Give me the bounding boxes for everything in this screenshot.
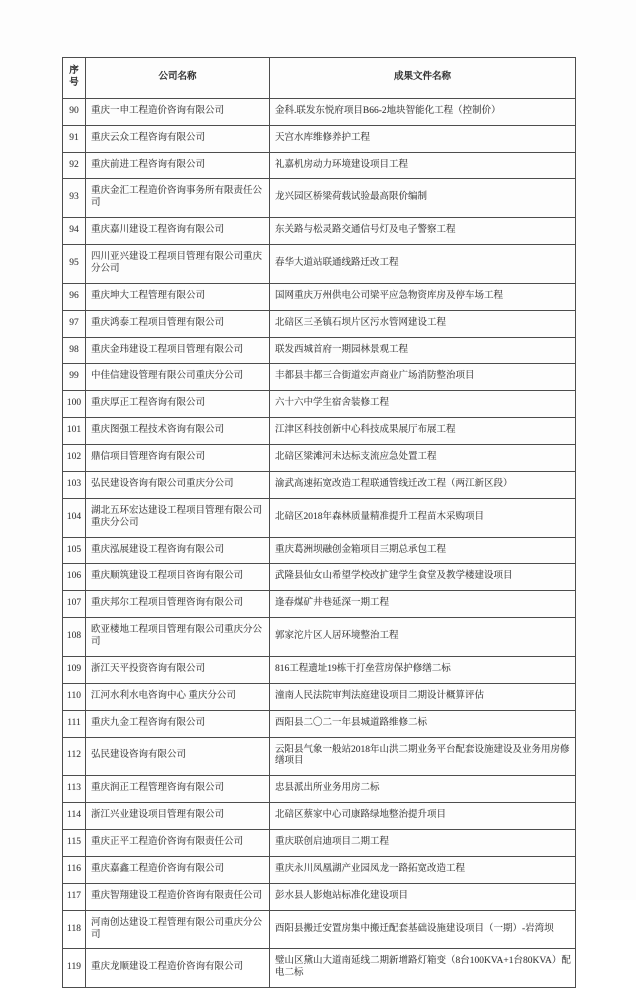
row-number-cell: 92 — [63, 152, 86, 179]
result-file-cell: 彭水县人影炮站标准化建设项目 — [270, 883, 576, 910]
company-name-cell: 重庆嘉川建设工程咨询有限公司 — [86, 218, 270, 245]
result-file-cell: 春华大道站联通线路迁改工程 — [270, 245, 576, 284]
result-file-cell: 重庆葛洲坝融创金箱项目三期总承包工程 — [270, 537, 576, 564]
table-row — [63, 883, 576, 910]
result-file-cell: 丰都县丰都三合街道宏声商业广场消防整治项目 — [270, 364, 576, 391]
result-file-cell: 云阳县气象一般站2018年山洪二期业务平台配套设施建设及业务用房修缮项目 — [270, 737, 576, 776]
company-name-cell: 弘民建设咨询有限公司 — [86, 737, 270, 776]
table-row — [63, 245, 576, 284]
company-name-cell: 欧亚楼地工程项目管理有限公司重庆分公司 — [86, 618, 270, 657]
result-file-cell: 重庆永川凤凰湖产业园凤龙一路拓宽改造工程 — [270, 856, 576, 883]
result-file-cell: 忠县派出所业务用房二标 — [270, 776, 576, 803]
table-row — [63, 98, 576, 125]
row-number-cell: 112 — [63, 737, 86, 776]
result-file-cell: 816工程遗址19栋干打垒营房保护修缮二标 — [270, 656, 576, 683]
table-row — [63, 537, 576, 564]
result-file-cell: 酉阳县搬迁安置房集中搬迁配套基础设施建设项目（一期）-岩湾坝 — [270, 910, 576, 949]
company-name-cell: 重庆九金工程咨询有限公司 — [86, 710, 270, 737]
row-number-cell: 91 — [63, 125, 86, 152]
header-company-name: 公司名称 — [86, 58, 270, 99]
result-file-cell: 重庆联创启迪项目二期工程 — [270, 830, 576, 857]
row-number-cell: 118 — [63, 910, 86, 949]
row-number-cell: 94 — [63, 218, 86, 245]
result-file-cell: 璧山区黛山大道南延线二期新增路灯箱变（8台100KVA+1台80KVA）配电二标 — [270, 949, 576, 988]
table-header-row — [63, 58, 576, 99]
row-number-cell: 110 — [63, 683, 86, 710]
company-name-cell: 江河水利水电咨询中心 重庆分公司 — [86, 683, 270, 710]
table-row — [63, 125, 576, 152]
company-name-cell: 弘民建设咨询有限公司重庆分公司 — [86, 471, 270, 498]
table-row — [63, 710, 576, 737]
company-name-cell: 重庆泓展建设工程咨询有限公司 — [86, 537, 270, 564]
row-number-cell: 107 — [63, 591, 86, 618]
row-number-cell: 117 — [63, 883, 86, 910]
results-table — [62, 57, 576, 988]
table-row — [63, 591, 576, 618]
table-row — [63, 910, 576, 949]
row-number-cell: 115 — [63, 830, 86, 857]
table-row — [63, 856, 576, 883]
result-file-cell: 金科.联发东悦府项目B66-2地块智能化工程（控制价） — [270, 98, 576, 125]
row-number-cell: 108 — [63, 618, 86, 657]
company-name-cell: 重庆厚正工程咨询有限公司 — [86, 391, 270, 418]
company-name-cell: 重庆金汇工程造价咨询事务所有限责任公司 — [86, 179, 270, 218]
row-number-cell: 96 — [63, 283, 86, 310]
table-row — [63, 830, 576, 857]
table-row — [63, 564, 576, 591]
result-file-cell: 酉阳县二〇二一年县城道路维修二标 — [270, 710, 576, 737]
company-name-cell: 中佳信建设管理有限公司重庆分公司 — [86, 364, 270, 391]
table-row — [63, 337, 576, 364]
row-number-cell: 119 — [63, 949, 86, 988]
table-row — [63, 283, 576, 310]
company-name-cell: 重庆邦尔工程项目管理咨询有限公司 — [86, 591, 270, 618]
row-number-cell: 109 — [63, 656, 86, 683]
table-row — [63, 498, 576, 537]
result-file-cell: 北碚区三圣镇石坝片区污水管网建设工程 — [270, 310, 576, 337]
row-number-cell: 113 — [63, 776, 86, 803]
company-name-cell: 重庆坤大工程管理有限公司 — [86, 283, 270, 310]
table-row — [63, 179, 576, 218]
company-name-cell: 重庆图强工程技术咨询有限公司 — [86, 418, 270, 445]
result-file-cell: 国网重庆万州供电公司梁平应急物资库房及停车场工程 — [270, 283, 576, 310]
row-number-cell: 93 — [63, 179, 86, 218]
result-file-cell: 天宫水库维修养护工程 — [270, 125, 576, 152]
result-file-cell: 潼南人民法院审判法庭建设项目二期设计概算评估 — [270, 683, 576, 710]
company-name-cell: 重庆智翔建设工程造价咨询有限责任公司 — [86, 883, 270, 910]
row-number-cell: 101 — [63, 418, 86, 445]
table-row — [63, 618, 576, 657]
table-row — [63, 391, 576, 418]
row-number-cell: 95 — [63, 245, 86, 284]
result-file-cell: 逢春煤矿井巷延深一期工程 — [270, 591, 576, 618]
result-file-cell: 渝武高速拓宽改造工程联通管线迁改工程（两江新区段） — [270, 471, 576, 498]
row-number-cell: 103 — [63, 471, 86, 498]
row-number-cell: 90 — [63, 98, 86, 125]
row-number-cell: 99 — [63, 364, 86, 391]
result-file-cell: 北碚区梁滩河未达标支流应急处置工程 — [270, 445, 576, 472]
company-name-cell: 鼎信项目管理咨询有限公司 — [86, 445, 270, 472]
row-number-cell: 102 — [63, 445, 86, 472]
row-number-cell: 114 — [63, 803, 86, 830]
company-name-cell: 重庆润正工程管理咨询有限公司 — [86, 776, 270, 803]
row-number-cell: 98 — [63, 337, 86, 364]
table-row — [63, 776, 576, 803]
table-row — [63, 683, 576, 710]
table-row — [63, 803, 576, 830]
result-file-cell: 六十六中学生宿舍装修工程 — [270, 391, 576, 418]
table-body — [63, 98, 576, 987]
row-number-cell: 104 — [63, 498, 86, 537]
table-row — [63, 471, 576, 498]
table-row — [63, 152, 576, 179]
result-file-cell: 东关路与松灵路交通信号灯及电子警察工程 — [270, 218, 576, 245]
result-file-cell: 联发西城首府一期园林景观工程 — [270, 337, 576, 364]
table-row — [63, 218, 576, 245]
result-file-cell: 龙兴园区桥梁荷载试验最高限价编制 — [270, 179, 576, 218]
table-row — [63, 656, 576, 683]
company-name-cell: 重庆金玮建设工程项目管理有限公司 — [86, 337, 270, 364]
row-number-cell: 116 — [63, 856, 86, 883]
result-file-cell: 武隆县仙女山希望学校改扩建学生食堂及教学楼建设项目 — [270, 564, 576, 591]
company-name-cell: 重庆正平工程造价咨询有限责任公司 — [86, 830, 270, 857]
table-row — [63, 364, 576, 391]
result-file-cell: 北碚区2018年森林质量精准提升工程苗木采购项目 — [270, 498, 576, 537]
company-name-cell: 浙江天平投资咨询有限公司 — [86, 656, 270, 683]
row-number-cell: 111 — [63, 710, 86, 737]
table-row — [63, 418, 576, 445]
result-file-cell: 郭家沱片区人居环境整治工程 — [270, 618, 576, 657]
company-name-cell: 河南创达建设工程管理有限公司重庆分公司 — [86, 910, 270, 949]
header-result-file-name: 成果文件名称 — [270, 58, 576, 99]
company-name-cell: 重庆顺筑建设工程项目咨询有限公司 — [86, 564, 270, 591]
row-number-cell: 106 — [63, 564, 86, 591]
result-file-cell: 江津区科技创新中心科技成果展厅布展工程 — [270, 418, 576, 445]
company-name-cell: 四川亚兴建设工程项目管理有限公司重庆分公司 — [86, 245, 270, 284]
header-index: 序号 — [63, 58, 86, 99]
row-number-cell: 100 — [63, 391, 86, 418]
result-file-cell: 礼嘉机房动力环境建设项目工程 — [270, 152, 576, 179]
table-row — [63, 445, 576, 472]
result-file-cell: 北碚区蔡家中心司康路绿地整治提升项目 — [270, 803, 576, 830]
company-name-cell: 浙江兴业建设项目管理有限公司 — [86, 803, 270, 830]
company-name-cell: 重庆一申工程造价咨询有限公司 — [86, 98, 270, 125]
company-name-cell: 重庆前进工程咨询有限公司 — [86, 152, 270, 179]
table-row — [63, 737, 576, 776]
company-name-cell: 湖北五环宏达建设工程项目管理有限公司重庆分公司 — [86, 498, 270, 537]
company-name-cell: 重庆云众工程咨询有限公司 — [86, 125, 270, 152]
company-name-cell: 重庆龙顺建设工程造价咨询有限公司 — [86, 949, 270, 988]
company-name-cell: 重庆鸿泰工程项目管理有限公司 — [86, 310, 270, 337]
table-row — [63, 310, 576, 337]
row-number-cell: 97 — [63, 310, 86, 337]
row-number-cell: 105 — [63, 537, 86, 564]
table-row — [63, 949, 576, 988]
company-name-cell: 重庆嘉鑫工程造价咨询有限公司 — [86, 856, 270, 883]
